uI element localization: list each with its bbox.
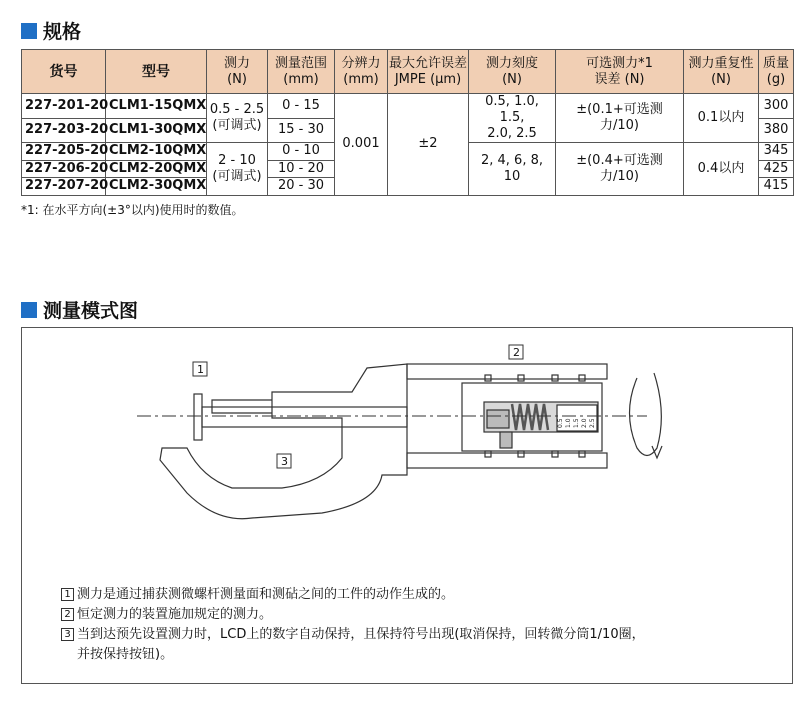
cell-optional-group2: ±(0.4+可选测力/10) [556,143,684,196]
cell-code: 227-201-20 [22,94,106,119]
sleeve-lower [407,453,607,468]
header-force: 测力 (N) [207,50,268,94]
cell-mass: 300 [759,94,794,119]
rotation-arrow [630,373,662,456]
cell-range: 10 - 20 [268,160,335,178]
cell-range: 15 - 30 [268,118,335,143]
diagram-title-text: 测量模式图 [43,300,139,322]
note-item: 1 测力是通过捕获测微螺杆测量面和测砧之间的工件的动作生成的。 [61,585,645,605]
header-scale: 测力刻度 (N) [469,50,556,94]
cell-range: 0 - 15 [268,94,335,119]
scale-mark: 0.5 [557,418,564,428]
scale-mark: 2.0 [581,418,588,428]
cell-model: CLM2-30QMX [106,178,207,196]
sleeve [407,364,607,379]
cell-range: 20 - 30 [268,178,335,196]
cell-code: 227-203-20 [22,118,106,143]
cell-mass: 415 [759,178,794,196]
cell-mpe: ±2 [388,94,469,196]
header-resolution: 分辨力 (mm) [335,50,388,94]
cell-code: 227-207-20 [22,178,106,196]
section-square-icon [21,23,37,39]
header-mass: 质量 (g) [759,50,794,94]
header-repeatability: 测力重复性 (N) [684,50,759,94]
table-row [22,94,794,119]
cell-mass: 380 [759,118,794,143]
header-range: 测量范围 (mm) [268,50,335,94]
cell-force-group2: 2 - 10 (可调式) [207,143,268,196]
scale-mark: 1.5 [573,418,580,428]
header-model: 型号 [106,50,207,94]
spring-block [487,410,509,428]
cell-model: CLM1-15QMX [106,94,207,119]
diagram-section-title [21,296,138,323]
cell-mass: 425 [759,160,794,178]
cell-repeat-group2: 0.4以内 [684,143,759,196]
notes-list [61,585,645,665]
note-continuation: 并按保持按钮)。 [77,647,174,662]
label-1: 1 [197,363,204,376]
spec-title-text: 规格 [43,21,82,43]
footnote: *1: 在水平方向(±3°以内)使用时的数值。 [21,203,244,217]
cell-scale-group2: 2, 4, 6, 8, 10 [469,143,556,196]
header-code: 货号 [22,50,106,94]
spindle [202,407,407,427]
spec-table [21,49,794,196]
cell-repeat-group1: 0.1以内 [684,94,759,143]
anvil [194,394,202,440]
label-2: 2 [513,346,520,359]
header-mpe: 最大允许误差 JMPE (μm) [388,50,469,94]
cell-mass: 345 [759,143,794,161]
spec-section-title [21,17,81,44]
cell-force-group1: 0.5 - 2.5 (可调式) [207,94,268,143]
cell-model: CLM2-20QMX [106,160,207,178]
note-item: 2 恒定测力的装置施加规定的测力。 [61,605,645,625]
cell-resolution: 0.001 [335,94,388,196]
note-item: 3 当到达预先设置测力时，LCD上的数字自动保持，且保持符号出现(取消保持，回转微分筒1/10圈， [61,625,645,645]
scale-mark: 2.5 [589,418,596,428]
frame-outline [160,364,407,519]
header-optional: 可选测力*1 误差 (N) [556,50,684,94]
scale-mark: 1.0 [565,418,572,428]
cell-code: 227-206-20 [22,160,106,178]
cell-model: CLM1-30QMX [106,118,207,143]
label-3: 3 [281,455,288,468]
cell-model: CLM2-10QMX [106,143,207,161]
table-header-row [22,50,794,94]
cell-optional-group1: ±(0.1+可选测力/10) [556,94,684,143]
section-square-icon [21,302,37,318]
cell-code: 227-205-20 [22,143,106,161]
cell-scale-group1: 0.5, 1.0, 1.5, 2.0, 2.5 [469,94,556,143]
cell-range: 0 - 10 [268,143,335,161]
